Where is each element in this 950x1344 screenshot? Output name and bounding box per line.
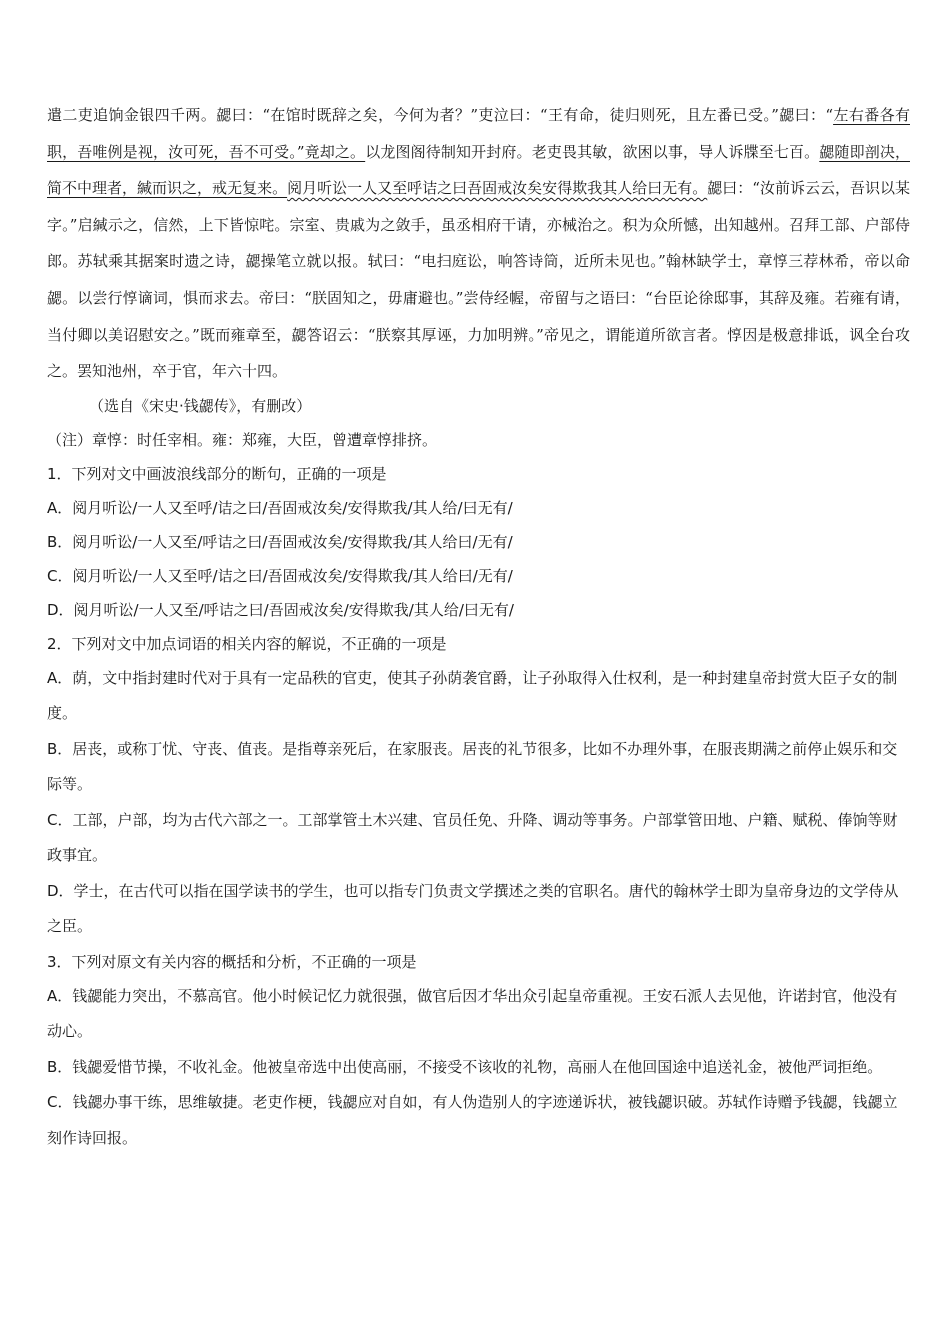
question-1-option-d: D．阅月听讼/一人又至/呼诘之曰/吾固戒汝矣/安得欺我/其人给/曰无有/ (47, 600, 514, 619)
question-1-stem: 1．下列对文中画波浪线部分的断句，正确的一项是 (47, 464, 387, 483)
passage-text-3: 勰曰：“汝前诉云云，吾识以某字。”启緘示之，信然，上下皆惊咤。宗室、贵戚为之敛手，虽丞相府干请，亦械治之。积为众所憾，出知越州。召拜工部、户部侍郎。苏轼乘其据案时遗之诗，勰操笔立就以报。轼曰：“电扫庭讼，响答诗筒，近所未见也。”翰林缺学士，章惇三荐林希，帝以命勰。以尝行惇谪词，惧而求去。帝曰：“朕固知之，毋庸避也。”尝侍经幄，帝留与之语曰：“台臣论徐邸事，其辞及雍。若雍有请，当付卿以美诏慰安之。”既而雍章至，勰答诏云：“朕察其厚诬，力加明辨。”帝见之，谓能道所欲言者。惇因是极意排诋，讽全台攻之。罢知池州，卒于官，年六十四。 (47, 179, 910, 381)
source-citation: （选自《宋史·钱勰传》，有删改） (89, 396, 312, 415)
question-2 (47, 627, 910, 945)
question-2-option-b: B．居丧，或称丁忧、守丧、值丧。是指尊亲死后，在家服丧。居丧的礼节很多，比如不办理外事，在服丧期满之前停止娱乐和交际等。 (47, 739, 898, 794)
question-1-option-a: A．阅月听讼/一人又至呼/诘之曰/吾固戒汝矣/安得欺我/其人给/曰无有/ (47, 498, 513, 517)
question-2-option-a: A．荫，文中指封建时代对于具有一定品秩的官吏，使其子孙荫袭官爵，让子孙取得入仕权利，是一种封建皇帝封赏大臣子女的制度。 (47, 668, 898, 723)
annotation-note: （注）章惇：时任宰相。雍：郑雍，大臣，曾遭章惇排挤。 (47, 430, 438, 449)
question-3-option-b: B．钱勰爱惜节操，不收礼金。他被皇帝选中出使高丽，不接受不该收的礼物，高丽人在他回国途中追送礼金，被他严词拒绝。 (47, 1057, 883, 1076)
question-1-option-c: C．阅月听讼/一人又至呼/诘之曰/吾固戒汝矣/安得欺我/其人给曰/无有/ (47, 566, 513, 585)
question-2-stem: 2．下列对文中加点词语的相关内容的解说，不正确的一项是 (47, 634, 447, 653)
question-3-option-a: A．钱勰能力突出，不慕高官。他小时候记忆力就很强，做官后因才华出众引起皇帝重视。王安石派人去见他，许诺封官，他没有动心。 (47, 986, 898, 1041)
passage-underlined-2: 勰随即剖决，简不中理者，緘而识之，戒无复来。 (47, 142, 910, 198)
question-1-option-b: B．阅月听讼/一人又至/呼诘之曰/吾固戒汝矣/安得欺我/其人给曰/无有/ (47, 532, 513, 551)
question-2-option-c: C．工部，户部，均为古代六部之一。工部掌管土木兴建、官员任免、升降、调动等事务。户部掌管田地、户籍、赋税、俸饷等财政事宜。 (47, 810, 898, 865)
question-3 (47, 945, 910, 1157)
passage-text-1: 遣二吏追饷金银四千两。勰曰：“在馆时既辞之矣，今何为者？”吏泣曰：“王有命，徒归则死，且左番已受。”勰曰：“ (47, 106, 834, 124)
passage-wavy-line: 阅月听讼一人又至呼诘之曰吾固戒汝矣安得欺我其人给曰无有。 (287, 179, 708, 198)
question-2-option-d: D．学士，在古代可以指在国学读书的学生，也可以指专门负责文学撰述之类的官职名。唐代的翰林学士即为皇帝身边的文学侍从之臣。 (47, 881, 899, 936)
document-page (47, 97, 910, 1156)
question-3-option-c: C．钱勰办事干练，思维敏捷。老吏作梗，钱勰应对自如，有人伪造别人的字迹递诉状，被钱勰识破。苏轼作诗赠予钱勰，钱勰立刻作诗回报。 (47, 1093, 898, 1147)
passage-text-2: 以龙图阁待制知开封府。老吏畏其敏，欲困以事，导人诉牒至七百。 (365, 142, 820, 161)
question-1 (47, 457, 910, 627)
passage-underlined-1: 左右番各有职，吾唯例是视，汝可死，吾不可受。”竟却之。 (47, 106, 910, 161)
question-3-stem: 3．下列对原文有关内容的概括和分析，不正确的一项是 (47, 952, 417, 971)
classical-passage (47, 97, 910, 390)
